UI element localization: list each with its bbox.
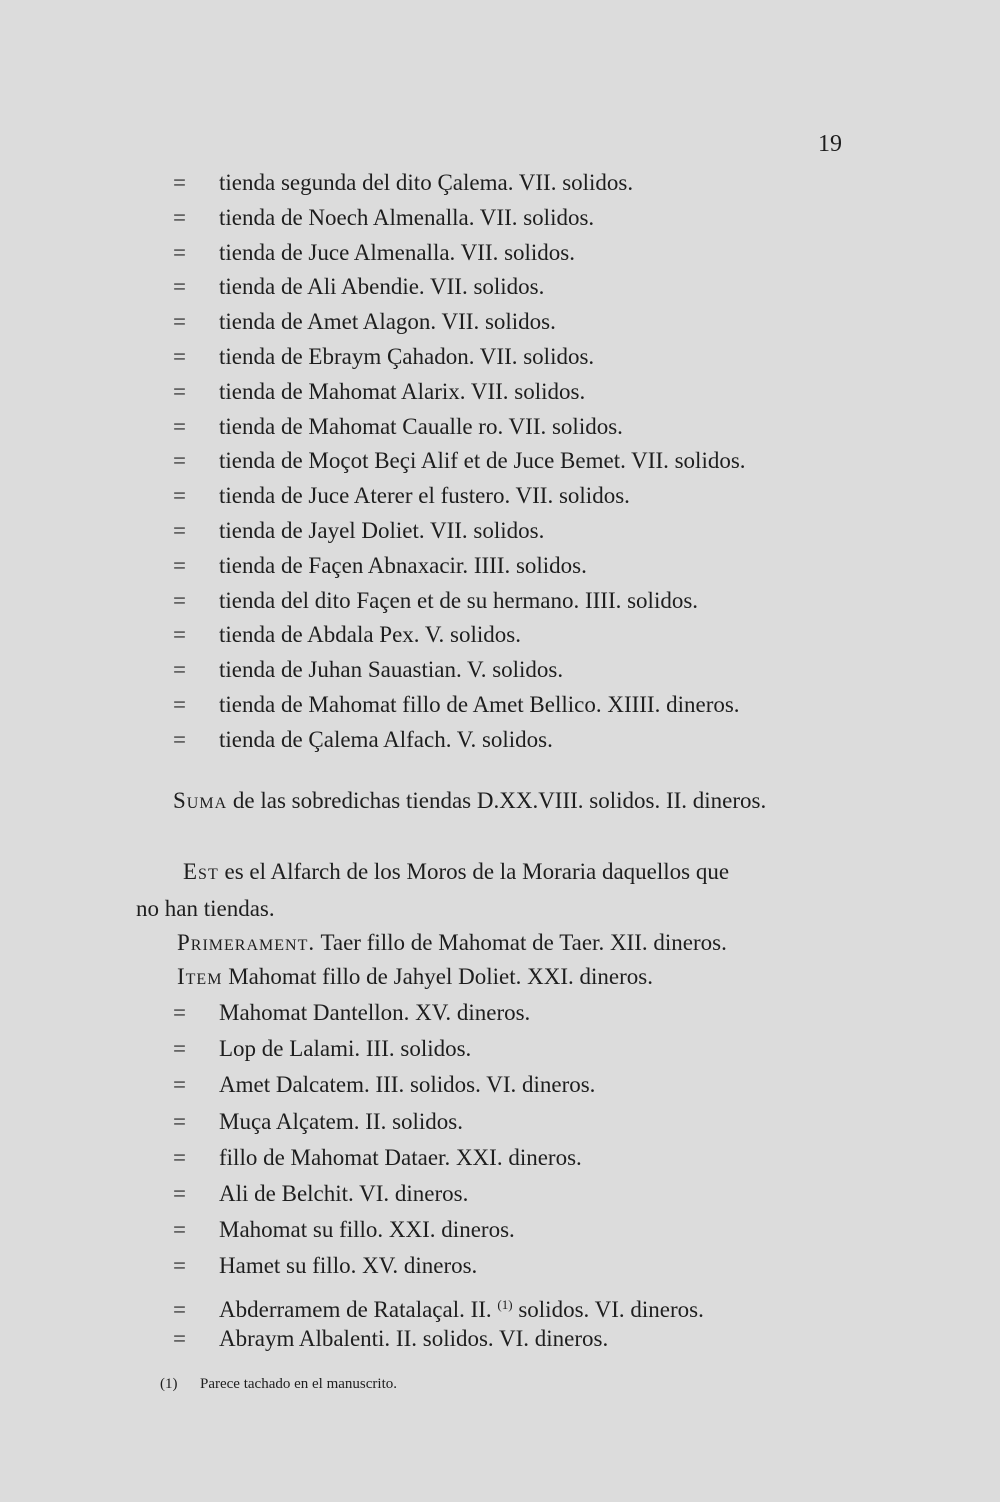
- est-text: es el Alfarch de los Moros de la Moraria daquellos que: [218, 859, 730, 884]
- ditto-mark: =: [173, 204, 186, 230]
- shop-entry-line: [173, 481, 630, 511]
- shop-entry-line: [173, 342, 594, 372]
- shop-entry-line: [173, 551, 587, 581]
- ditto-mark: =: [173, 657, 186, 683]
- ditto-mark: =: [173, 239, 186, 265]
- shop-entry-text: tienda de Mahomat Alarix. VII. solidos.: [219, 378, 586, 404]
- ditto-mark: =: [173, 622, 186, 648]
- person-entry-line: [173, 1143, 582, 1173]
- person-entry-line: [173, 1179, 468, 1209]
- page-number: 19: [818, 131, 842, 157]
- footnote: [160, 1376, 397, 1393]
- est-line-1: [183, 857, 729, 887]
- ditto-mark: =: [173, 1108, 186, 1134]
- suma-text: de las sobredichas tiendas D.XX.VIII. solidos. II. dineros.: [227, 788, 767, 813]
- shop-entry-line: [173, 412, 623, 442]
- ditto-mark: =: [173, 483, 186, 509]
- ditto-mark: =: [173, 344, 186, 369]
- shop-entry-line: [173, 586, 698, 616]
- footnote-ref: (1): [497, 1297, 513, 1312]
- abderramem-line: [173, 1290, 704, 1325]
- abraym-line: [173, 1324, 608, 1354]
- shop-entry-text: tienda de Çalema Alfach. V. solidos.: [219, 726, 553, 752]
- suma-lead: Suma: [173, 788, 228, 813]
- person-entry-line: [173, 1070, 595, 1100]
- shop-entry-line: [173, 168, 633, 198]
- person-entry-text: Ali de Belchit. VI. dineros.: [219, 1181, 469, 1206]
- shop-entry-text: tienda de Amet Alagon. VII. solidos.: [219, 309, 556, 335]
- person-entry-text: Mahomat su fillo. XXI. dineros.: [219, 1217, 515, 1243]
- shop-entry-text: tienda del dito Façen et de su hermano. IIII. solidos.: [219, 587, 699, 613]
- ditto-mark: =: [173, 448, 186, 474]
- person-entry-line: [173, 1034, 471, 1064]
- ditto-mark: =: [173, 170, 186, 195]
- person-entry-text: Hamet su fillo. XV. dineros.: [219, 1253, 478, 1279]
- suma-line: [173, 786, 766, 816]
- footnote-text: Parece tachado en el manuscrito.: [200, 1376, 397, 1392]
- person-entry-text: Muça Alçatem. II. solidos.: [219, 1108, 464, 1134]
- shop-entry-text: tienda de Ebraym Çahadon. VII. solidos.: [219, 344, 595, 369]
- item-lead: Item: [177, 964, 223, 989]
- ditto-mark: =: [173, 518, 186, 543]
- person-entry-line: [173, 1215, 515, 1245]
- ditto-mark: =: [173, 692, 186, 717]
- shop-entry-line: [173, 203, 594, 233]
- ditto-mark: =: [173, 552, 186, 578]
- ditto-mark: =: [173, 413, 186, 439]
- shop-entry-text: tienda de Jayel Doliet. VII. solidos.: [219, 518, 545, 543]
- ditto-mark: =: [173, 1253, 186, 1279]
- ditto-mark: =: [173, 587, 186, 613]
- shop-entry-text: tienda de Façen Abnaxacir. IIII. solidos.: [219, 552, 587, 578]
- shop-entry-line: [173, 725, 553, 755]
- person-entry-text: fillo de Mahomat Dataer. XXI. dineros.: [219, 1144, 582, 1170]
- shop-entry-text: tienda segunda del dito Çalema. VII. solidos.: [219, 170, 634, 195]
- abderramem-text: Abderramem de Ratalaçal. II.: [219, 1297, 498, 1322]
- person-entry-text: Amet Dalcatem. III. solidos. VI. dineros.: [219, 1072, 596, 1098]
- shop-entry-text: tienda de Juce Almenalla. VII. solidos.: [219, 239, 575, 265]
- ditto-mark: =: [173, 274, 186, 300]
- ditto-mark: =: [173, 1181, 186, 1206]
- ditto-mark: =: [173, 1036, 186, 1062]
- person-entry-line: [173, 1107, 463, 1137]
- shop-entry-line: [173, 377, 585, 407]
- shop-entry-line: [173, 272, 544, 302]
- footnote-mark: (1): [160, 1376, 178, 1392]
- primerament-lead: Primerament.: [177, 930, 316, 955]
- shop-entry-line: [173, 516, 544, 546]
- shop-entry-text: tienda de Ali Abendie. VII. solidos.: [219, 274, 545, 300]
- abderramem-rest: solidos. VI. dineros.: [512, 1297, 704, 1322]
- shop-entry-text: tienda de Noech Almenalla. VII. solidos.: [219, 204, 595, 230]
- ditto-mark: =: [173, 1000, 186, 1025]
- ditto-mark: =: [173, 309, 186, 335]
- shop-entry-text: tienda de Mahomat Caualle ro. VII. solidos.: [219, 413, 623, 439]
- ditto-mark: =: [173, 726, 186, 752]
- shop-entry-text: tienda de Juhan Sauastian. V. solidos.: [219, 657, 564, 683]
- shop-entry-line: [173, 446, 746, 476]
- ditto-mark: =: [173, 1297, 186, 1322]
- person-entry-text: Mahomat Dantellon. XV. dineros.: [219, 1000, 531, 1025]
- est-lead: Est: [183, 859, 219, 884]
- abraym-text: Abraym Albalenti. II. solidos. VI. dineros.: [219, 1326, 609, 1351]
- shop-entry-text: tienda de Juce Aterer el fustero. VII. solidos.: [219, 483, 630, 509]
- ditto-mark: =: [173, 1072, 186, 1098]
- ditto-mark: =: [173, 378, 186, 404]
- person-entry-text: Lop de Lalami. III. solidos.: [219, 1036, 472, 1062]
- shop-entry-text: tienda de Abdala Pex. V. solidos.: [219, 622, 521, 648]
- shop-entry-line: [173, 620, 521, 650]
- primerament-text: Taer fillo de Mahomat de Taer. XII. dineros.: [315, 930, 727, 955]
- item-text: Mahomat fillo de Jahyel Doliet. XXI. dineros.: [222, 964, 653, 989]
- shop-entry-line: [173, 307, 556, 337]
- shop-entry-line: [173, 655, 563, 685]
- person-entry-line: [173, 1251, 477, 1281]
- shop-entry-text: tienda de Mahomat fillo de Amet Bellico. XIIII. dineros.: [219, 692, 740, 717]
- est-line-2: no han tiendas.: [136, 896, 275, 921]
- item-line: [177, 962, 653, 992]
- ditto-mark: =: [173, 1326, 186, 1351]
- shop-entry-line: [173, 690, 740, 720]
- ditto-mark: =: [173, 1217, 186, 1243]
- person-entry-line: [173, 998, 530, 1028]
- shop-entry-line: [173, 238, 575, 268]
- shop-entry-text: tienda de Moçot Beçi Alif et de Juce Bemet. VII. solidos.: [219, 448, 746, 474]
- ditto-mark: =: [173, 1144, 186, 1170]
- primerament-line: [177, 928, 727, 958]
